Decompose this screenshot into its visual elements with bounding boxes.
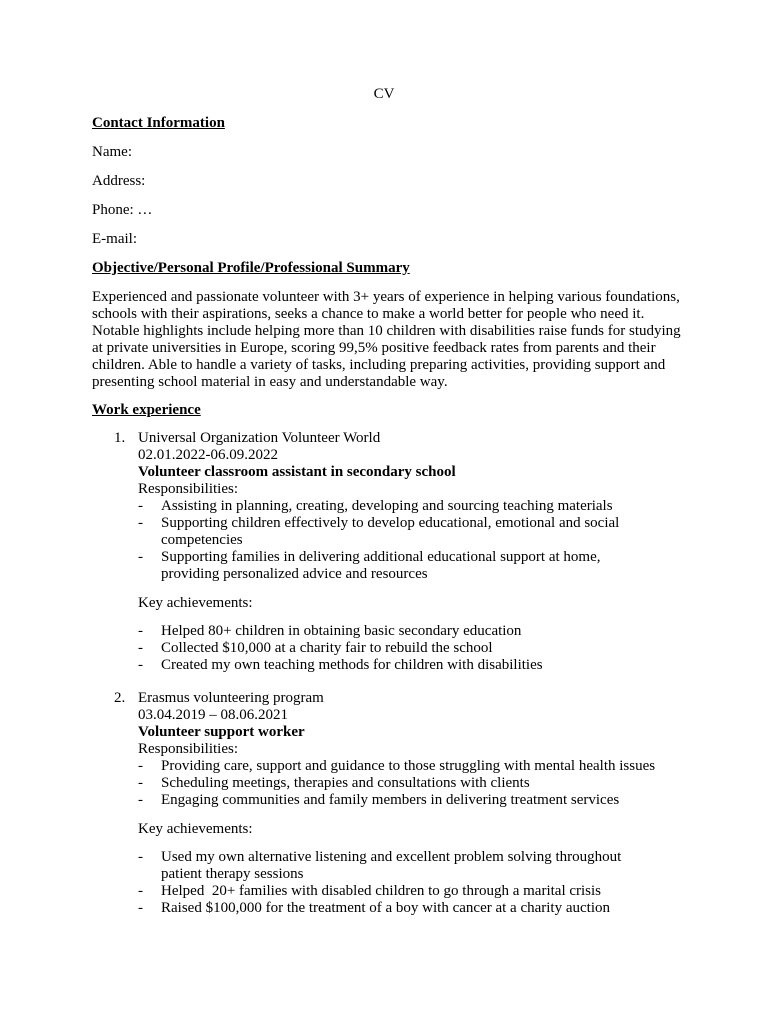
responsibilities-label: Responsibilities: <box>138 481 239 497</box>
list-item: Engaging communities and family members in delivering treatment services <box>161 792 620 808</box>
achievements-label: Key achievements: <box>138 821 253 837</box>
bullet-dash: - <box>138 792 143 808</box>
bullet-dash: - <box>138 640 143 656</box>
list-item: Helped 80+ children in obtaining basic secondary education <box>161 623 522 639</box>
job-position: Volunteer classroom assistant in secondary school <box>138 464 456 480</box>
list-item: Supporting children effectively to develop educational, emotional and social competencies <box>161 515 620 548</box>
list-item: Assisting in planning, creating, developing and sourcing teaching materials <box>161 498 613 514</box>
job-dates: 02.01.2022-06.09.2022 <box>138 447 278 463</box>
job-organization: Erasmus volunteering program <box>138 690 324 706</box>
job-dates: 03.04.2019 – 08.06.2021 <box>138 707 288 723</box>
list-item: Created my own teaching methods for children with disabilities <box>161 657 543 673</box>
contact-name: Name: <box>92 144 132 160</box>
contact-address: Address: <box>92 173 146 189</box>
document-title: CV <box>373 86 395 102</box>
list-item: Raised $100,000 for the treatment of a boy with cancer at a charity auction <box>161 900 611 916</box>
bullet-dash: - <box>138 549 143 565</box>
list-item: Collected $10,000 at a charity fair to rebuild the school <box>161 640 493 656</box>
bullet-dash: - <box>138 623 143 639</box>
contact-phone: Phone: … <box>92 202 153 218</box>
job-number: 2. <box>114 690 126 706</box>
work-heading: Work experience <box>92 402 201 418</box>
bullet-dash: - <box>138 515 143 531</box>
objective-heading: Objective/Personal Profile/Professional Summary <box>92 260 410 276</box>
contact-heading: Contact Information <box>92 115 225 131</box>
achievements-label: Key achievements: <box>138 595 253 611</box>
bullet-dash: - <box>138 900 143 916</box>
list-item: Supporting families in delivering additional educational support at home, providing personalized advice and resources <box>161 549 601 582</box>
bullet-dash: - <box>138 883 143 899</box>
list-item: Scheduling meetings, therapies and consultations with clients <box>161 775 530 791</box>
objective-text: Experienced and passionate volunteer with 3+ years of experience in helping various foundations, schools with their aspirations, seeks a chance to make a world better for people who need it. Notable highlights include helping more than 10 children with disabilities raise funds for studying at private universities in Europe, scoring 99,5% positive feedback rates from parents and their children. Able to handle a variety of tasks, including preparing activities, providing support and presenting school material in easy and understandable way. <box>92 289 681 390</box>
bullet-dash: - <box>138 498 143 514</box>
list-item: Helped 20+ families with disabled children to go through a marital crisis <box>161 883 602 899</box>
job-position: Volunteer support worker <box>138 724 305 740</box>
bullet-dash: - <box>138 775 143 791</box>
contact-email: E-mail: <box>92 231 137 247</box>
list-item: Providing care, support and guidance to those struggling with mental health issues <box>161 758 656 774</box>
job-organization: Universal Organization Volunteer World <box>138 430 381 446</box>
bullet-dash: - <box>138 758 143 774</box>
job-number: 1. <box>114 430 126 446</box>
responsibilities-label: Responsibilities: <box>138 741 239 757</box>
list-item: Used my own alternative listening and excellent problem solving throughout patient therapy sessions <box>161 849 622 882</box>
bullet-dash: - <box>138 849 143 865</box>
bullet-dash: - <box>138 657 143 673</box>
